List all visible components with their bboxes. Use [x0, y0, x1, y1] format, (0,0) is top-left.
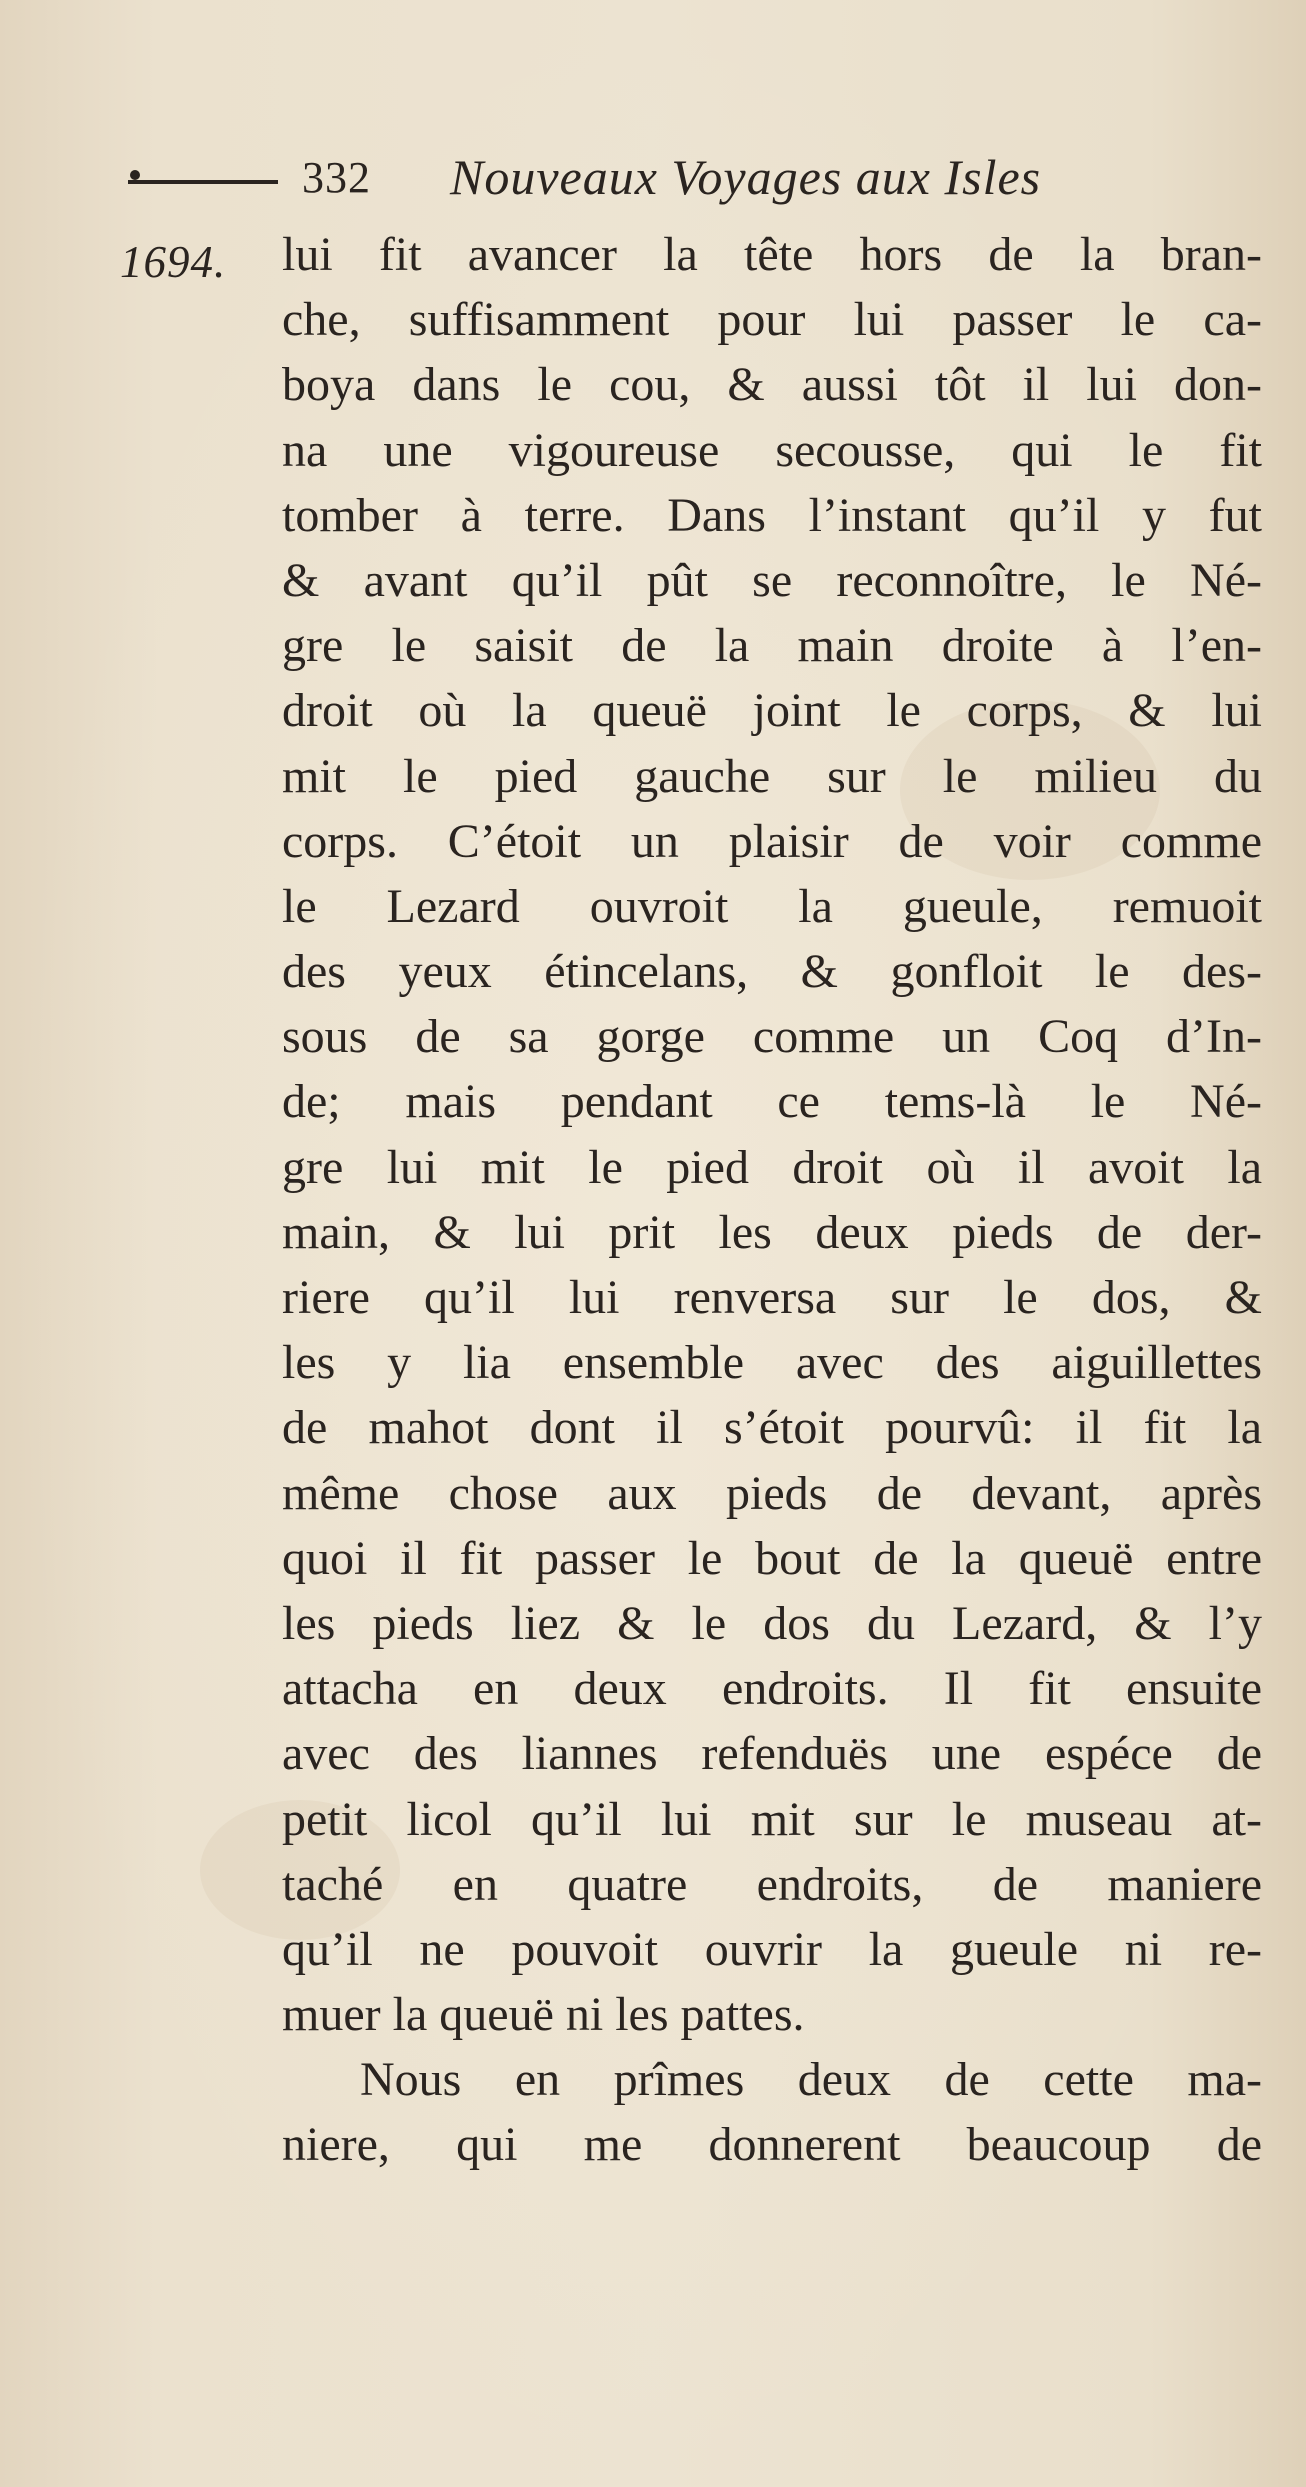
text-line: gre lui mit le pied droit où il avoit la	[282, 1140, 1262, 1194]
text-line: les pieds liez & le dos du Lezard, & l’y	[282, 1596, 1262, 1650]
text-line: muer la queuë ni les pattes.	[282, 1988, 805, 2042]
text-line: de mahot dont il s’étoit pourvû: il fit la	[282, 1401, 1262, 1455]
text-line: les y lia ensemble avec des aiguillettes	[282, 1336, 1262, 1390]
text-line: Nous en prîmes deux de cette ma-	[360, 2053, 1262, 2107]
text-line: corps. C’étoit un plaisir de voir comme	[282, 814, 1262, 868]
text-line: & avant qu’il pût se reconnoître, le Né-	[282, 553, 1262, 607]
text-line: même chose aux pieds de devant, après	[282, 1466, 1262, 1520]
text-line: sous de sa gorge comme un Coq d’In-	[282, 1010, 1262, 1064]
text-line: niere, qui me donnerent beaucoup de	[282, 2118, 1262, 2172]
text-line: riere qu’il lui renversa sur le dos, &	[282, 1271, 1262, 1324]
text-line: gre le saisit de la main droite à l’en-	[282, 619, 1262, 673]
text-line: main, & lui prit les deux pieds de der-	[282, 1205, 1262, 1259]
text-line: lui fit avancer la tête hors de la bran-	[282, 228, 1262, 281]
text-line: na une vigoureuse secousse, qui le fit	[282, 423, 1262, 477]
text-line: de; mais pendant ce tems-là le Né-	[282, 1075, 1262, 1129]
text-line: taché en quatre endroits, de maniere	[282, 1857, 1262, 1911]
text-line: avec des liannes refenduës une espéce de	[282, 1727, 1262, 1781]
text-line: petit licol qu’il lui mit sur le museau at-	[282, 1792, 1262, 1846]
page-number: 332	[302, 153, 371, 202]
text-line: qu’il ne pouvoit ouvrir la gueule ni re-	[282, 1922, 1262, 1976]
text-line: des yeux étincelans, & gonfloit le des-	[282, 945, 1262, 999]
text-line: tomber à terre. Dans l’instant qu’il y fut	[282, 488, 1262, 542]
text-line: boya dans le cou, & aussi tôt il lui don-	[282, 358, 1262, 412]
text-line: mit le pied gauche sur le milieu du	[282, 749, 1262, 803]
text-line: che, suffisamment pour lui passer le ca-	[282, 293, 1262, 347]
text-line: attacha en deux endroits. Il fit ensuite	[282, 1662, 1262, 1716]
body-text	[282, 222, 1282, 2178]
running-title: Nouveaux Voyages aux Isles	[450, 149, 1042, 205]
header-ornament-dash	[128, 180, 278, 184]
margin-year: 1694.	[120, 237, 227, 287]
page-header	[120, 150, 1220, 210]
text-line: le Lezard ouvroit la gueule, remuoit	[282, 879, 1262, 933]
text-line: quoi il fit passer le bout de la queuë entre	[282, 1531, 1262, 1585]
text-line: droit où la queuë joint le corps, & lui	[282, 684, 1262, 738]
